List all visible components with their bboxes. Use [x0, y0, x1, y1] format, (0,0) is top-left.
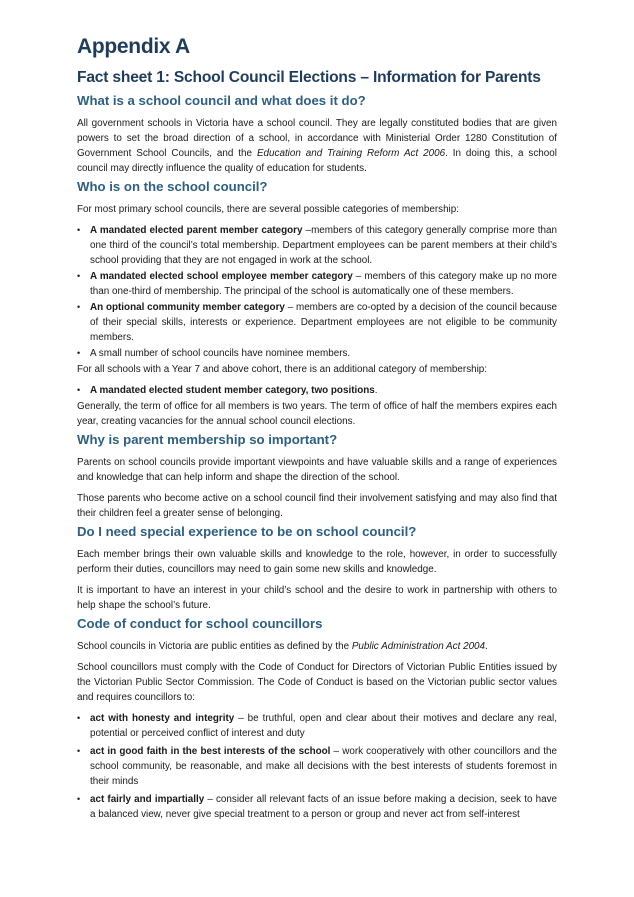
paragraph: Each member brings their own valuable skills and knowledge to the role, however, in order to successfully perform their duties, councillors may need to gain some new skills and knowledge. [77, 549, 557, 575]
list-item [77, 383, 557, 398]
bold-term: act fairly and impartially [90, 794, 205, 805]
paragraph [77, 116, 557, 176]
paragraph: School councillors must comply with the Code of Conduct for Directors of Victorian Public Entities issued by the Victorian Public Sector Commission. The Code of Conduct is based on the Victorian public sector values and requires councillors to: [77, 662, 557, 703]
paragraph: For all schools with a Year 7 and above cohort, there is an additional category of membership: [77, 364, 488, 375]
bold-term: A mandated elected school employee member category [90, 271, 353, 282]
list-item [77, 711, 557, 741]
section-heading: Code of conduct for school councillors [77, 616, 323, 631]
act-title-italic: Education and Training Reform Act 2006 [256, 148, 446, 159]
section-heading: What is a school council and what does it do? [77, 93, 366, 108]
text-span: . [374, 385, 378, 396]
section-what-is-council [77, 92, 557, 176]
section-heading: Who is on the school council? [77, 179, 268, 194]
section-special-experience [77, 523, 557, 613]
section-heading: Do I need special experience to be on school council? [77, 524, 417, 539]
list-item [77, 300, 557, 345]
paragraph: It is important to have an interest in your child’s school and the desire to work in partnership with others to help shape the school’s future. [77, 585, 557, 611]
text-span: – members are co-opted by a decision of the council because of their special skills, interests or experience. Department employees are not eligible to be community members. [90, 302, 557, 343]
appendix-title: Appendix A [77, 35, 190, 58]
list-item [77, 269, 557, 299]
text-span: – work cooperatively with other councillors and the school community, be reasonable, and make all decisions with the best interests of students foremost in their minds [90, 746, 557, 787]
text-span: A small number of school councils have nominee members. [90, 348, 351, 359]
text-span: All government schools in Victoria have a school council. They are legally constituted bodies that are given powers to set the broad direction of a school, in accordance with Ministerial Order 1280 Constitution of Government School Councils, and the [77, 118, 557, 159]
list-item [77, 223, 557, 268]
student-membership-list [77, 383, 557, 398]
act-title-italic: Public Administration Act 2004 [351, 641, 486, 652]
paragraph: Generally, the term of office for all members is two years. The term of office of half the members expires each year, creating vacancies for the annual school council elections. [77, 401, 557, 427]
membership-list [77, 223, 557, 361]
list-item [77, 346, 557, 361]
paragraph: For most primary school councils, there are several possible categories of membership: [77, 204, 459, 215]
bold-term: A mandated elected parent member category [90, 225, 303, 236]
text-span: –members of this category generally comprise more than one third of the council’s total membership. Department employees can be parent members at their child’s school providing that they are not engaged in work at the school. [90, 225, 557, 266]
paragraph: Those parents who become active on a school council find their involvement satisfying and may also find that their children feel a greater sense of belonging. [77, 493, 557, 519]
section-code-of-conduct [77, 615, 557, 822]
paragraph [77, 639, 557, 654]
list-item [77, 744, 557, 789]
bold-term: act with honesty and integrity [90, 713, 235, 724]
text-span: – consider all relevant facts of an issue before making a decision, seek to have a balanced view, never give special treatment to a person or group and never act from self-interest [90, 794, 557, 820]
section-why-parent-membership [77, 431, 557, 521]
paragraph: Parents on school councils provide important viewpoints and have valuable skills and a range of experiences and knowledge that can help inform and shape the direction of the school. [77, 457, 557, 483]
document-page [77, 34, 557, 825]
text-span: – members of this category make up no more than one-third of membership. The principal of the school is automatically one of these members. [90, 271, 557, 297]
text-span: . In doing this, a school council may directly influence the quality of education for students. [77, 148, 557, 174]
text-span: School councils in Victoria are public entities as defined by the [77, 641, 352, 652]
section-who-is-on-council [77, 178, 557, 429]
list-item [77, 792, 557, 822]
fact-sheet-title: Fact sheet 1: School Council Elections – Information for Parents [77, 69, 541, 86]
section-heading: Why is parent membership so important? [77, 432, 338, 447]
bold-term: A mandated elected student member category, two positions [90, 385, 375, 396]
bold-term: An optional community member category [90, 302, 285, 313]
bold-term: act in good faith in the best interests of the school [90, 746, 331, 757]
text-span: – be truthful, open and clear about their motives and declare any real, potential or perceived conflict of interest and duty [90, 713, 557, 739]
text-span: . [485, 641, 488, 652]
code-of-conduct-list [77, 711, 557, 822]
